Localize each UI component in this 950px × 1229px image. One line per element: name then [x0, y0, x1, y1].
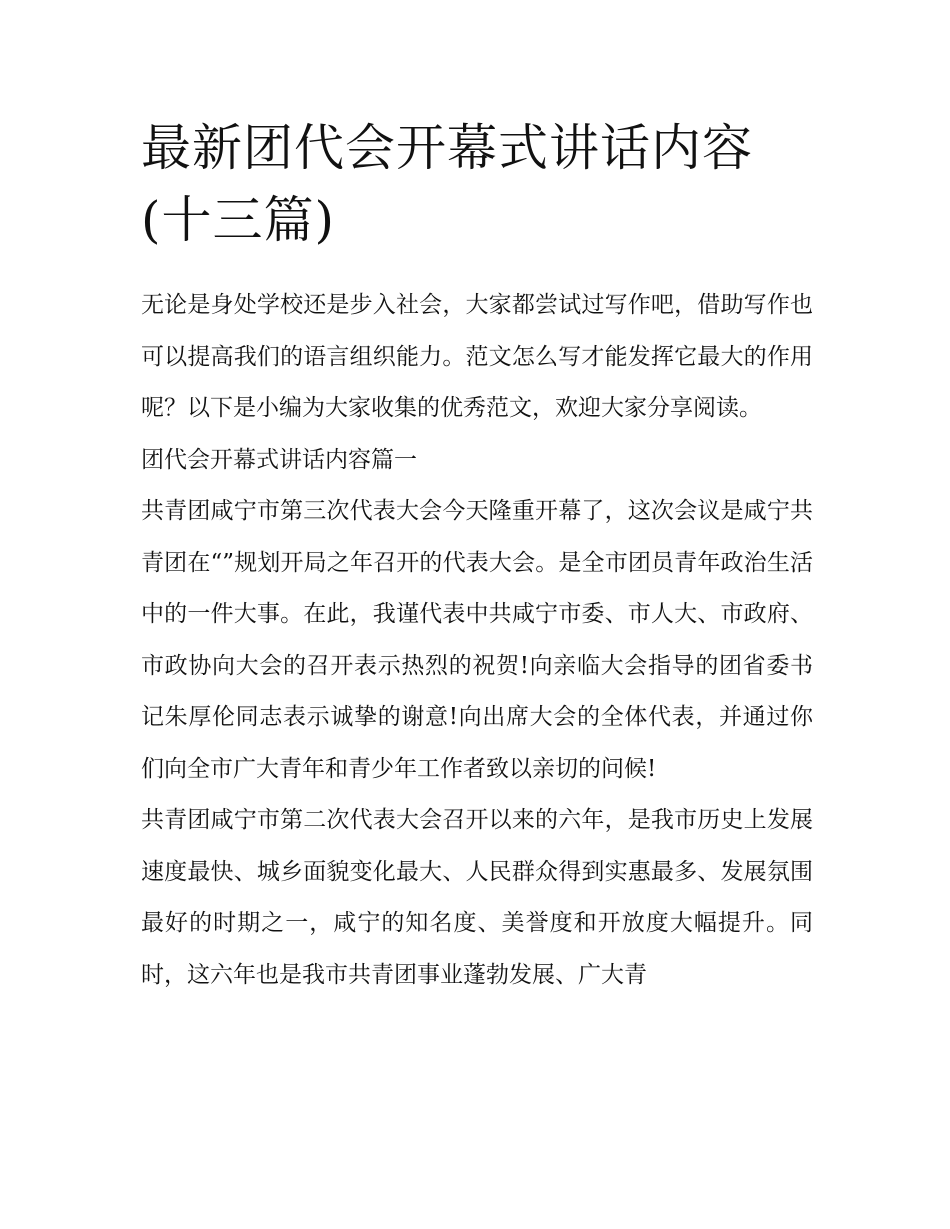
body-paragraph-1: 共青团咸宁市第三次代表大会今天隆重开幕了，这次会议是咸宁共青团在“”规划开局之年召开的代表大会。是全市团员青年政治生活中的一件大事。在此，我谨代表中共咸宁市委、市人大、市政府、市政协向大会的召开表示热烈的祝贺!向亲临大会指导的团省委书记朱厚伦同志表示诚挚的谢意!向出席大会的全体代表，并通过你们向全市广大青年和青少年工作者致以亲切的问候! — [141, 498, 813, 782]
document-title: 最新团代会开幕式讲话内容(十三篇) — [141, 119, 753, 249]
intro-paragraph: 无论是身处学校还是步入社会，大家都尝试过写作吧，借助写作也可以提高我们的语言组织能力。范文怎么写才能发挥它最大的作用呢？以下是小编为大家收集的优秀范文，欢迎大家分享阅读。 — [141, 292, 813, 421]
document-body — [141, 280, 813, 1001]
section-heading: 团代会开幕式讲话内容篇一 — [141, 446, 417, 473]
body-paragraph-2: 共青团咸宁市第二次代表大会召开以来的六年，是我市历史上发展速度最快、城乡面貌变化最大、人民群众得到实惠最多、发展氛围最好的时期之一，咸宁的知名度、美誉度和开放度大幅提升。同时，这六年也是我市共青团事业蓬勃发展、广大青 — [141, 807, 813, 988]
document-content — [141, 112, 813, 1001]
